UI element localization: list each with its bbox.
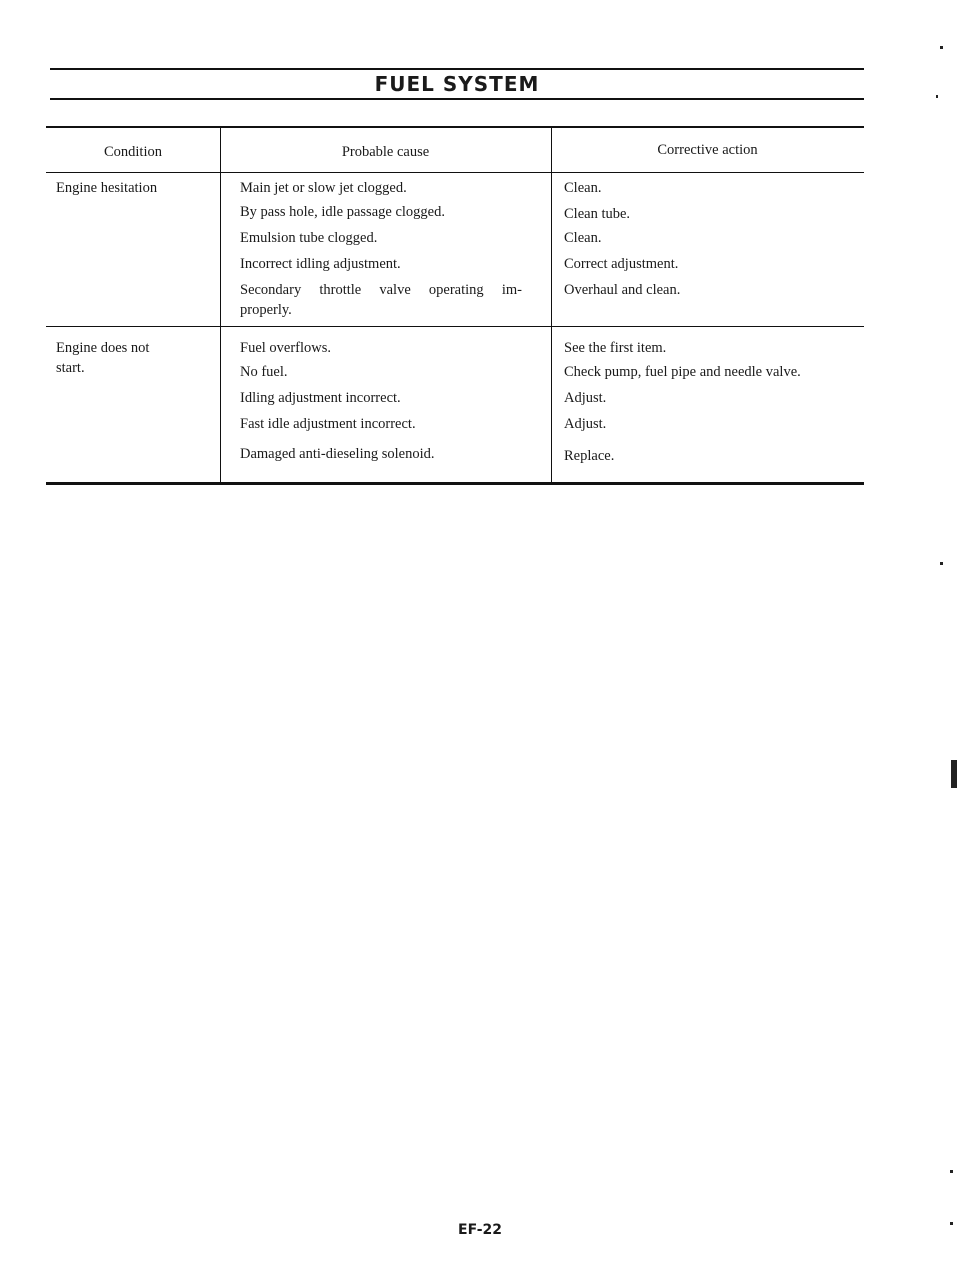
troubleshooting-table <box>46 126 864 486</box>
cause-item: Fuel overflows. <box>240 340 332 356</box>
table-top-rule <box>46 126 864 128</box>
action-list <box>564 338 864 478</box>
header-condition: Condition <box>103 144 162 160</box>
cause-item: Fast idle adjustment incorrect. <box>240 416 416 432</box>
action-list <box>564 178 864 326</box>
cause-item: No fuel. <box>240 364 288 380</box>
header-corrective-action: Corrective action <box>657 142 758 158</box>
action-item: Clean. <box>564 180 602 196</box>
cause-word: im- <box>501 282 522 298</box>
cause-word: valve <box>379 282 411 298</box>
action-item: Clean tube. <box>564 206 631 222</box>
action-item: Adjust. <box>564 390 607 406</box>
table-row-divider <box>46 326 864 327</box>
margin-dot-mark <box>950 1222 953 1225</box>
margin-dot-mark <box>940 562 943 565</box>
cause-item: Damaged anti-dieseling solenoid. <box>240 446 435 462</box>
table-row <box>56 178 157 198</box>
cause-list <box>240 178 540 326</box>
cause-item: Emulsion tube clogged. <box>240 230 378 246</box>
margin-bar-mark <box>951 760 957 788</box>
cause-item: properly. <box>240 302 292 318</box>
cause-item: Incorrect idling adjustment. <box>240 256 401 272</box>
table-column-divider-1 <box>220 126 221 484</box>
action-item: Replace. <box>564 448 615 464</box>
cause-word: throttle <box>319 282 362 298</box>
table-bottom-rule <box>46 482 864 485</box>
margin-dot-mark <box>950 1170 953 1173</box>
cause-item: By pass hole, idle passage clogged. <box>240 204 445 220</box>
condition-text: Engine hesitation <box>56 180 158 196</box>
cause-item-justified <box>240 280 522 300</box>
cause-word: Secondary <box>240 282 302 298</box>
page-number: EF-22 <box>458 1222 502 1238</box>
condition-text: start. <box>56 360 85 376</box>
cause-item: Main jet or slow jet clogged. <box>240 180 407 196</box>
cause-word: operating <box>428 282 484 298</box>
condition-text: Engine does not <box>56 340 150 356</box>
action-item: See the first item. <box>564 340 667 356</box>
table-column-divider-2 <box>551 126 552 484</box>
table-row <box>56 338 149 378</box>
margin-dot-mark <box>940 46 943 49</box>
margin-dot-mark <box>936 95 938 98</box>
cause-item: Idling adjustment incorrect. <box>240 390 401 406</box>
action-item: Adjust. <box>564 416 607 432</box>
action-item: Check pump, fuel pipe and needle valve. <box>564 364 801 380</box>
header-probable-cause: Probable cause <box>341 144 430 160</box>
header-rule-bottom <box>50 98 864 100</box>
action-item: Correct adjustment. <box>564 256 679 272</box>
page-title-wrap <box>50 70 864 98</box>
action-item: Overhaul and clean. <box>564 282 681 298</box>
table-header-rule <box>46 172 864 173</box>
action-item: Clean. <box>564 230 602 246</box>
cause-list <box>240 338 540 478</box>
page-header <box>50 64 864 104</box>
page-title: FUEL SYSTEM <box>365 72 550 96</box>
